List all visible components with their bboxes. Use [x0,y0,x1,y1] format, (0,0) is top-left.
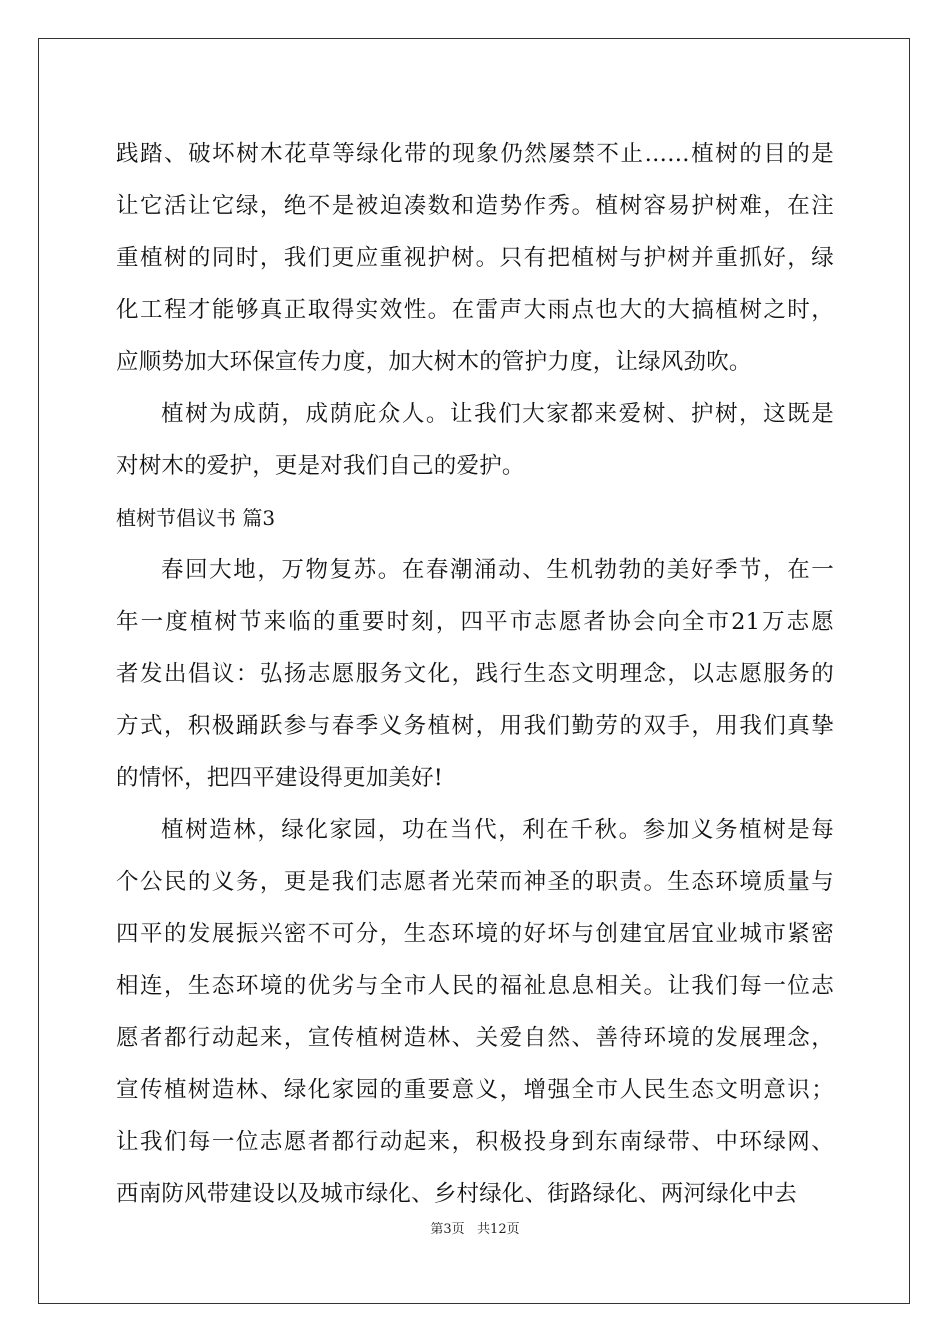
text-line: 让它活让它绿，绝不是被迫凑数和造势作秀。植树容易护树难，在注 [116,193,834,219]
text-line: 应顺势加大环保宣传力度，加大树木的管护力度，让绿风劲吹。 [116,349,752,375]
text-line: 相连，生态环境的优劣与全市人民的福祉息息相关。让我们每一位志 [116,973,834,999]
paragraph-4 [116,804,834,1220]
text-line: 春回大地，万物复苏。在春潮涌动、生机勃勃的美好季节，在一 [161,557,834,583]
text-line: 个公民的义务，更是我们志愿者光荣而神圣的职责。生态环境质量与 [116,869,834,895]
text-line: 化工程才能够真正取得实效性。在雷声大雨点也大的大搞植树之时， [116,297,834,323]
paragraphs-before-heading [116,128,834,492]
text-line: 方式，积极踊跃参与春季义务植树，用我们勤劳的双手，用我们真挚 [116,713,834,739]
paragraph-1 [116,128,834,388]
text-line: 愿者都行动起来，宣传植树造林、关爱自然、善待环境的发展理念， [116,1025,834,1051]
text-line: 四平的发展振兴密不可分，生态环境的好坏与创建宜居宜业城市紧密 [116,921,834,947]
paragraph-3 [116,544,834,804]
page-footer: 第3页 共12页 [430,1222,520,1237]
document-body [116,128,834,1220]
text-line: 西南防风带建设以及城市绿化、乡村绿化、街路绿化、两河绿化中去 [116,1181,798,1207]
text-line: 植树造林，绿化家园，功在当代，利在千秋。参加义务植树是每 [161,817,834,843]
text-line: 宣传植树造林、绿化家园的重要意义，增强全市人民生态文明意识； [116,1077,834,1103]
text-line: 让我们每一位志愿者都行动起来，积极投身到东南绿带、中环绿网、 [116,1129,834,1155]
section-heading: 植树节倡议书 篇3 [116,506,276,530]
text-line: 者发出倡议：弘扬志愿服务文化，践行生态文明理念，以志愿服务的 [116,661,834,687]
text-line: 年一度植树节来临的重要时刻，四平市志愿者协会向全市21万志愿 [116,609,834,635]
text-line: 重植树的同时，我们更应重视护树。只有把植树与护树并重抓好，绿 [116,245,834,271]
paragraphs-after-heading [116,544,834,1220]
text-line: 践踏、破坏树木花草等绿化带的现象仍然屡禁不止……植树的目的是 [116,141,834,167]
paragraph-2 [116,388,834,492]
text-line: 的情怀，把四平建设得更加美好! [116,765,444,791]
text-line: 对树木的爱护，更是对我们自己的爱护。 [116,453,525,479]
text-line: 植树为成荫，成荫庇众人。让我们大家都来爱树、护树，这既是 [161,401,834,427]
